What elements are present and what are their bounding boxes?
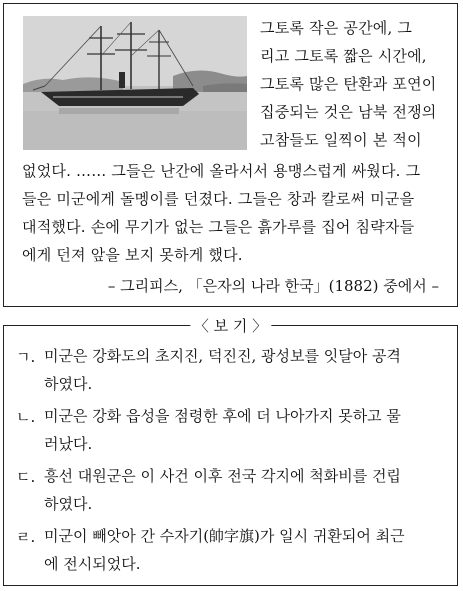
passage-line-2: 리고 그토록 짧은 시간에, (260, 47, 427, 65)
item-b-line-2: 러났다. (44, 435, 93, 453)
passage-line-9: 에게 던져 앞을 보지 못하게 했다. (22, 246, 243, 264)
item-c-line-2: 하였다. (44, 495, 93, 513)
passage-line-6: 없었다. …… 그들은 난간에 올라서서 용맹스럽게 싸웠다. 그 (22, 162, 421, 180)
sailing-ship-photo (23, 16, 247, 150)
item-marker-b: ㄴ. (16, 408, 36, 426)
ship-illustration (23, 16, 247, 150)
item-d-line-1: 미군이 빼앗아 간 수자기(帥字旗)가 일시 귀환되어 최근 (44, 527, 405, 545)
bogi-box (3, 317, 458, 586)
item-marker-c: ㄷ. (16, 468, 36, 486)
item-marker-a: ㄱ. (16, 348, 36, 366)
passage-line-5: 고참들도 일찍이 본 적이 (260, 131, 422, 149)
item-b-line-1: 미군은 강화 읍성을 점령한 후에 더 나아가지 못하고 물 (44, 407, 401, 425)
item-a-line-2: 하였다. (44, 375, 93, 393)
passage-line-1: 그토록 작은 공간에, 그 (260, 19, 413, 37)
passage-line-8: 대적했다. 손에 무기가 없는 그들은 흙가루를 집어 침략자들 (22, 218, 415, 236)
item-c-line-1: 흥선 대원군은 이 사건 이후 전국 각지에 척화비를 건립 (44, 467, 401, 485)
item-marker-d: ㄹ. (16, 528, 36, 546)
passage-box (3, 3, 458, 307)
source-citation: – 그리피스, 「은자의 나라 한국」(1882) 중에서 – (107, 277, 439, 295)
passage-line-4: 집중되는 것은 남북 전쟁의 (260, 103, 437, 121)
bogi-title: 〈 보 기 〉 (190, 315, 271, 336)
item-a-line-1: 미군은 강화도의 초지진, 덕진진, 광성보를 잇달아 공격 (44, 347, 401, 365)
item-d-line-2: 에 전시되었다. (44, 555, 141, 573)
passage-line-3: 그토록 많은 탄환과 포연이 (260, 75, 437, 93)
passage-line-7: 들은 미군에게 돌멩이를 던졌다. 그들은 창과 칼로써 미군을 (22, 190, 415, 208)
